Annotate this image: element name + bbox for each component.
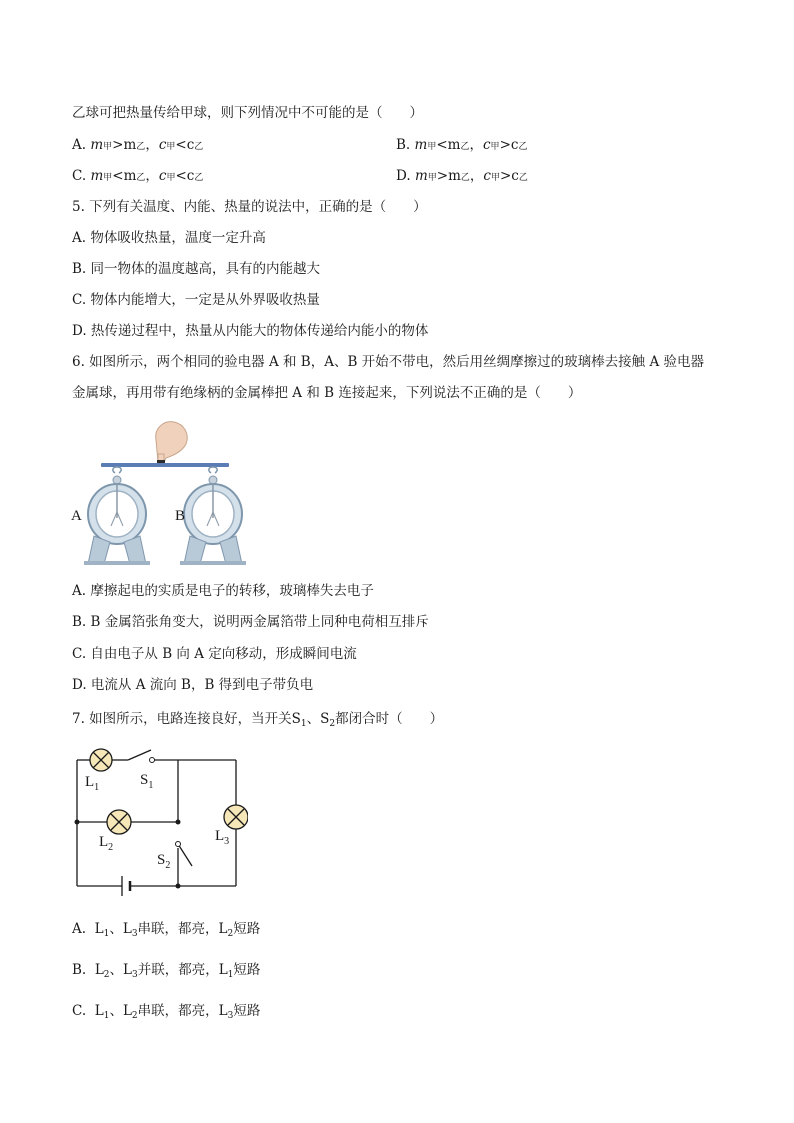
q4-option-a[interactable]: A. m甲>m乙，c甲<c乙 xyxy=(72,137,204,153)
q4-option-b[interactable]: B. m甲<m乙，c甲>c乙 xyxy=(396,137,528,153)
q6-option-a[interactable]: A. 摩擦起电的实质是电子的转移，玻璃棒失去电子 xyxy=(72,583,374,599)
q6-option-d[interactable]: D. 电流从 A 流向 B，B 得到电子带负电 xyxy=(72,677,314,693)
switch-s2-contact xyxy=(176,842,181,847)
q7-option-c[interactable]: C. $L_1$、$L_2$串联，都亮，$L_3$短路 xyxy=(72,1003,261,1021)
battery-icon xyxy=(122,876,130,896)
q6-option-c[interactable]: C. 自由电子从 B 向 A 定向移动，形成瞬间电流 xyxy=(72,646,357,662)
label-s2: $S_2$ xyxy=(157,852,171,871)
q5-option-b[interactable]: B. 同一物体的温度越高，具有的内能越大 xyxy=(72,261,321,277)
metal-rod xyxy=(101,463,229,467)
q5-option-c[interactable]: C. 物体内能增大，一定是从外界吸收热量 xyxy=(72,292,320,308)
q5-stem: 5. 下列有关温度、内能、热量的说法中，正确的是（ ） xyxy=(72,199,427,215)
electroscope-b xyxy=(180,467,246,565)
q6-stem-line1: 6. 如图所示，两个相同的验电器 A 和 B，A、B 开始不带电，然后用丝绸摩擦过的玻璃棒去接触 A 验电器 xyxy=(72,354,705,370)
q7-stem: 7. 如图所示，电路连接良好，当开关$S_1$、$S_2$都闭合时（ ） xyxy=(72,711,444,729)
junction-dot xyxy=(176,820,181,825)
label-l1: $L_1$ xyxy=(85,774,100,793)
electroscope-figure xyxy=(68,418,248,568)
circuit-figure xyxy=(68,740,248,905)
switch-s1-contact xyxy=(150,758,155,763)
q7-option-a[interactable]: A. $L_1$、$L_3$串联，都亮，$L_2$短路 xyxy=(72,921,261,939)
junction-dot xyxy=(176,884,181,889)
q5-option-d[interactable]: D. 热传递过程中，热量从内能大的物体传递给内能小的物体 xyxy=(72,323,429,339)
label-s1: $S_1$ xyxy=(140,772,154,791)
junction-dot xyxy=(75,820,80,825)
q5-option-a[interactable]: A. 物体吸收热量，温度一定升高 xyxy=(72,230,266,246)
q6-stem-line2: 金属球，再用带有绝缘柄的金属棒把 A 和 B 连接起来，下列说法不正确的是（ ） xyxy=(72,385,582,401)
q7-option-b[interactable]: B. $L_2$、$L_3$并联，都亮，$L_1$短路 xyxy=(72,962,261,980)
q6-option-b[interactable]: B. B 金属箔张角变大，说明两金属箔带上同种电荷相互排斥 xyxy=(72,614,429,630)
electroscope-a xyxy=(84,467,150,565)
label-l2: $L_2$ xyxy=(99,834,114,853)
lamp-l2-icon xyxy=(107,810,131,834)
q4-option-d[interactable]: D. m甲>m乙，c甲>c乙 xyxy=(396,168,528,184)
lamp-l1-icon xyxy=(90,749,112,771)
q4-option-c[interactable]: C. m甲<m乙，c甲<c乙 xyxy=(72,168,204,184)
label-a: A xyxy=(71,508,82,524)
hand-icon xyxy=(156,422,188,466)
label-b: B xyxy=(175,508,186,524)
label-l3: $L_3$ xyxy=(215,828,230,847)
q4-stem: 乙球可把热量传给甲球，则下列情况中不可能的是（ ） xyxy=(72,105,423,121)
lamp-l3-icon xyxy=(224,805,248,829)
